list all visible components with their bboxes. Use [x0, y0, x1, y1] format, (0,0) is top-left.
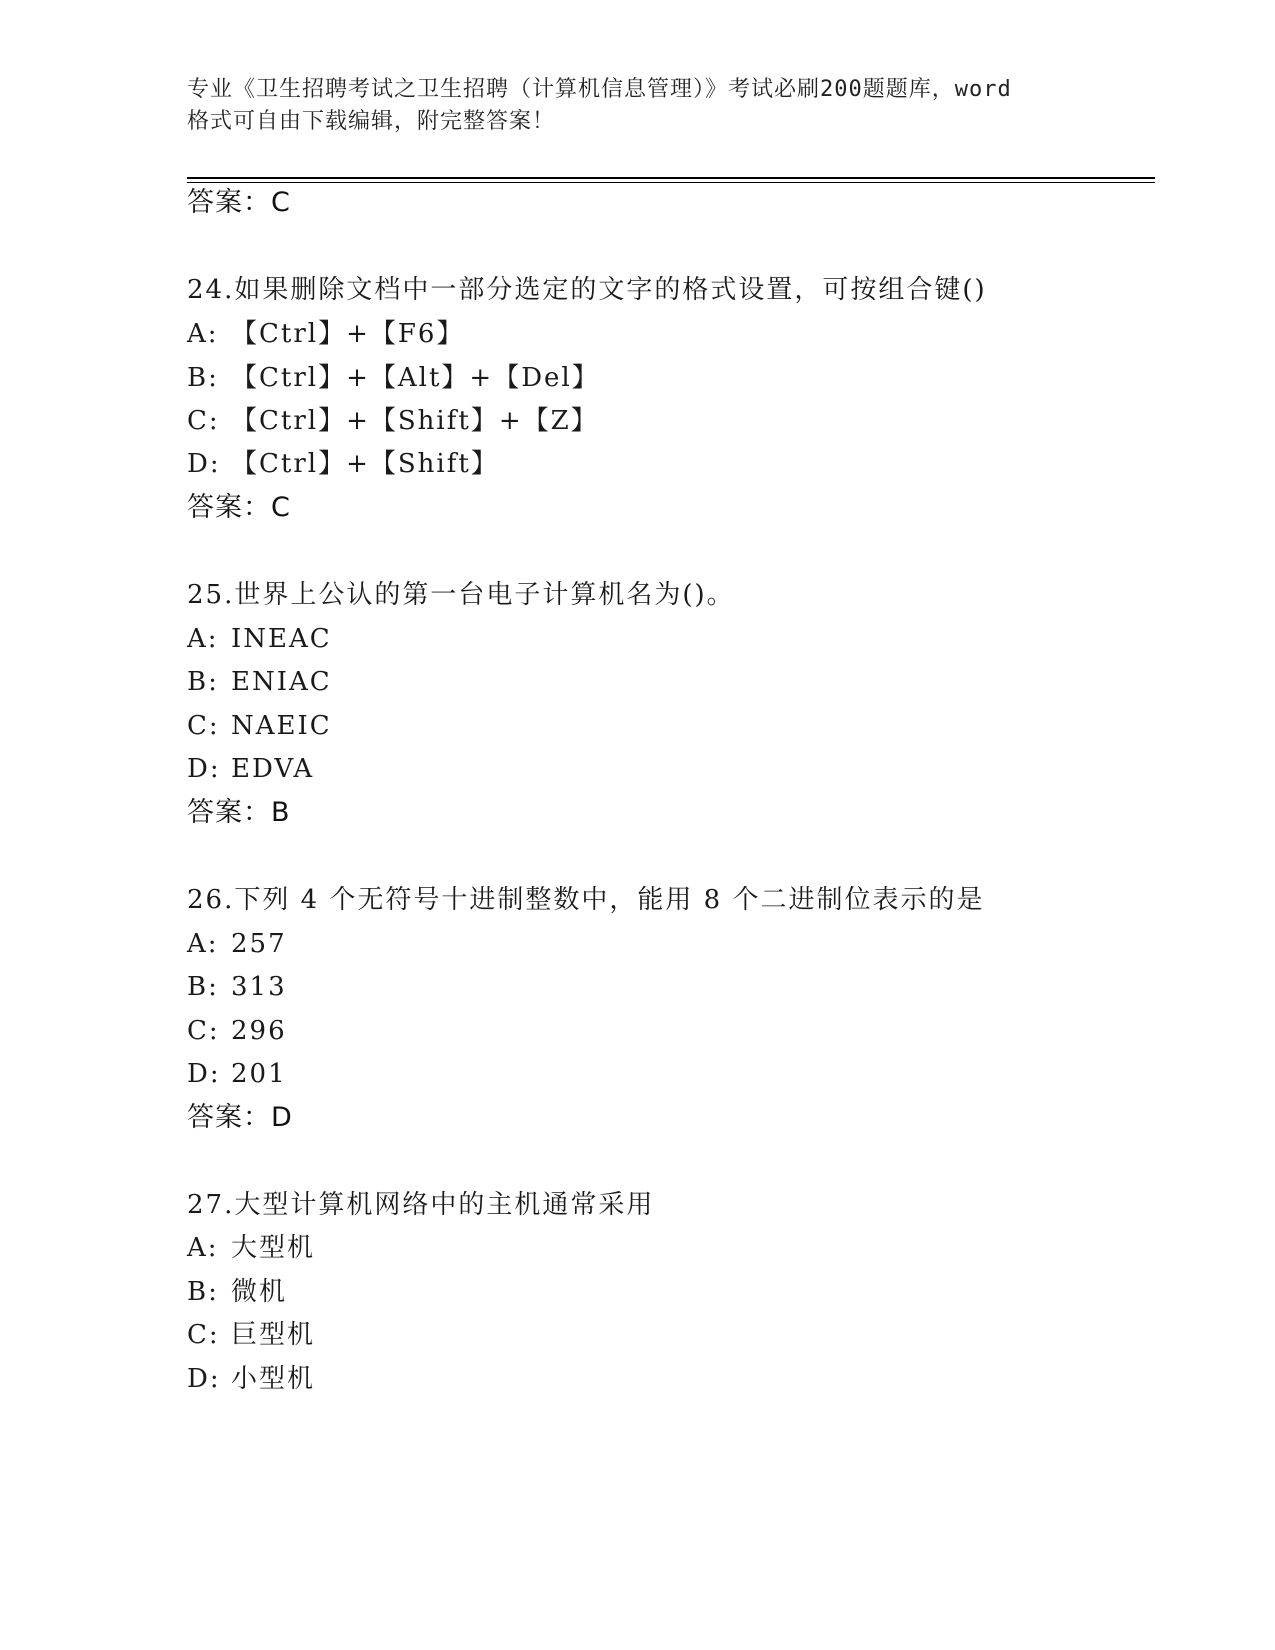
option-text: 【Ctrl】+【F6】: [231, 319, 465, 349]
header-title-line-1: 专业《卫生招聘考试之卫生招聘（计算机信息管理）》考试必刷200题题库，word: [187, 77, 1012, 102]
answer-value: C: [271, 187, 291, 218]
question-option: [187, 405, 599, 437]
option-letter: C:: [187, 1016, 220, 1046]
question-option: [187, 623, 332, 655]
option-text: 大型机: [231, 1233, 316, 1263]
option-letter: B:: [187, 363, 219, 393]
question-option: [187, 753, 314, 785]
option-text: ENIAC: [231, 667, 332, 697]
option-text: EDVA: [231, 754, 315, 784]
answer-prefix: 答案：: [187, 492, 271, 523]
option-text: NAEIC: [231, 711, 332, 741]
option-text: 【Ctrl】+【Shift】: [231, 449, 499, 479]
option-text: 微机: [231, 1277, 288, 1307]
option-text: 257: [231, 929, 287, 959]
top-answer-line: [187, 187, 291, 219]
answer-prefix: 答案：: [187, 797, 271, 828]
answer-value: C: [271, 492, 291, 523]
question-option: [187, 666, 332, 698]
question-stem: 26.下列 4 个无符号十进制整数中，能用 8 个二进制位表示的是: [187, 885, 985, 915]
answer-value: B: [271, 797, 291, 828]
option-text: 小型机: [231, 1364, 316, 1394]
question-option: [187, 710, 332, 742]
option-letter: C:: [187, 1320, 220, 1350]
question-stem: 27.大型计算机网络中的主机通常采用: [187, 1190, 655, 1220]
option-letter: D:: [187, 449, 221, 479]
answer-prefix: 答案：: [187, 1102, 271, 1133]
option-letter: A:: [187, 1233, 219, 1263]
option-text: 313: [231, 972, 287, 1002]
question-option: [187, 362, 600, 394]
question-option: [187, 1276, 287, 1308]
question-option: [187, 448, 499, 480]
option-text: 201: [231, 1059, 287, 1089]
option-text: 296: [231, 1016, 287, 1046]
question-stem: 24.如果删除文档中一部分选定的文字的格式设置，可按组合键(): [187, 275, 987, 305]
option-text: 【Ctrl】+【Alt】+【Del】: [231, 363, 600, 393]
option-text: 巨型机: [231, 1320, 316, 1350]
question-stem: 25.世界上公认的第一台电子计算机名为()。: [187, 580, 735, 610]
answer-line: [187, 797, 291, 829]
question-option: [187, 1319, 315, 1351]
option-letter: D:: [187, 1059, 221, 1089]
question-option: [187, 1232, 315, 1264]
header-divider-thin: [187, 182, 1155, 183]
option-letter: C:: [187, 711, 220, 741]
header-divider-thick: [187, 177, 1155, 179]
option-text: 【Ctrl】+【Shift】+【Z】: [231, 406, 599, 436]
option-letter: A:: [187, 624, 219, 654]
option-letter: D:: [187, 754, 221, 784]
answer-prefix: 答案：: [187, 187, 271, 218]
question-option: [187, 971, 287, 1003]
answer-value: D: [271, 1102, 293, 1133]
option-letter: B:: [187, 972, 219, 1002]
question-option: [187, 1058, 287, 1090]
option-letter: B:: [187, 667, 219, 697]
option-letter: D:: [187, 1364, 221, 1394]
question-option: [187, 928, 287, 960]
option-letter: C:: [187, 406, 220, 436]
option-letter: A:: [187, 319, 219, 349]
question-option: [187, 1015, 287, 1047]
document-header: [187, 74, 1087, 138]
answer-line: [187, 1102, 293, 1134]
question-option: [187, 1363, 315, 1395]
header-title-line-2: 格式可自由下载编辑，附完整答案！: [187, 109, 556, 134]
option-letter: B:: [187, 1277, 219, 1307]
option-text: INEAC: [231, 624, 332, 654]
option-letter: A:: [187, 929, 219, 959]
question-option: [187, 318, 464, 350]
answer-line: [187, 492, 291, 524]
